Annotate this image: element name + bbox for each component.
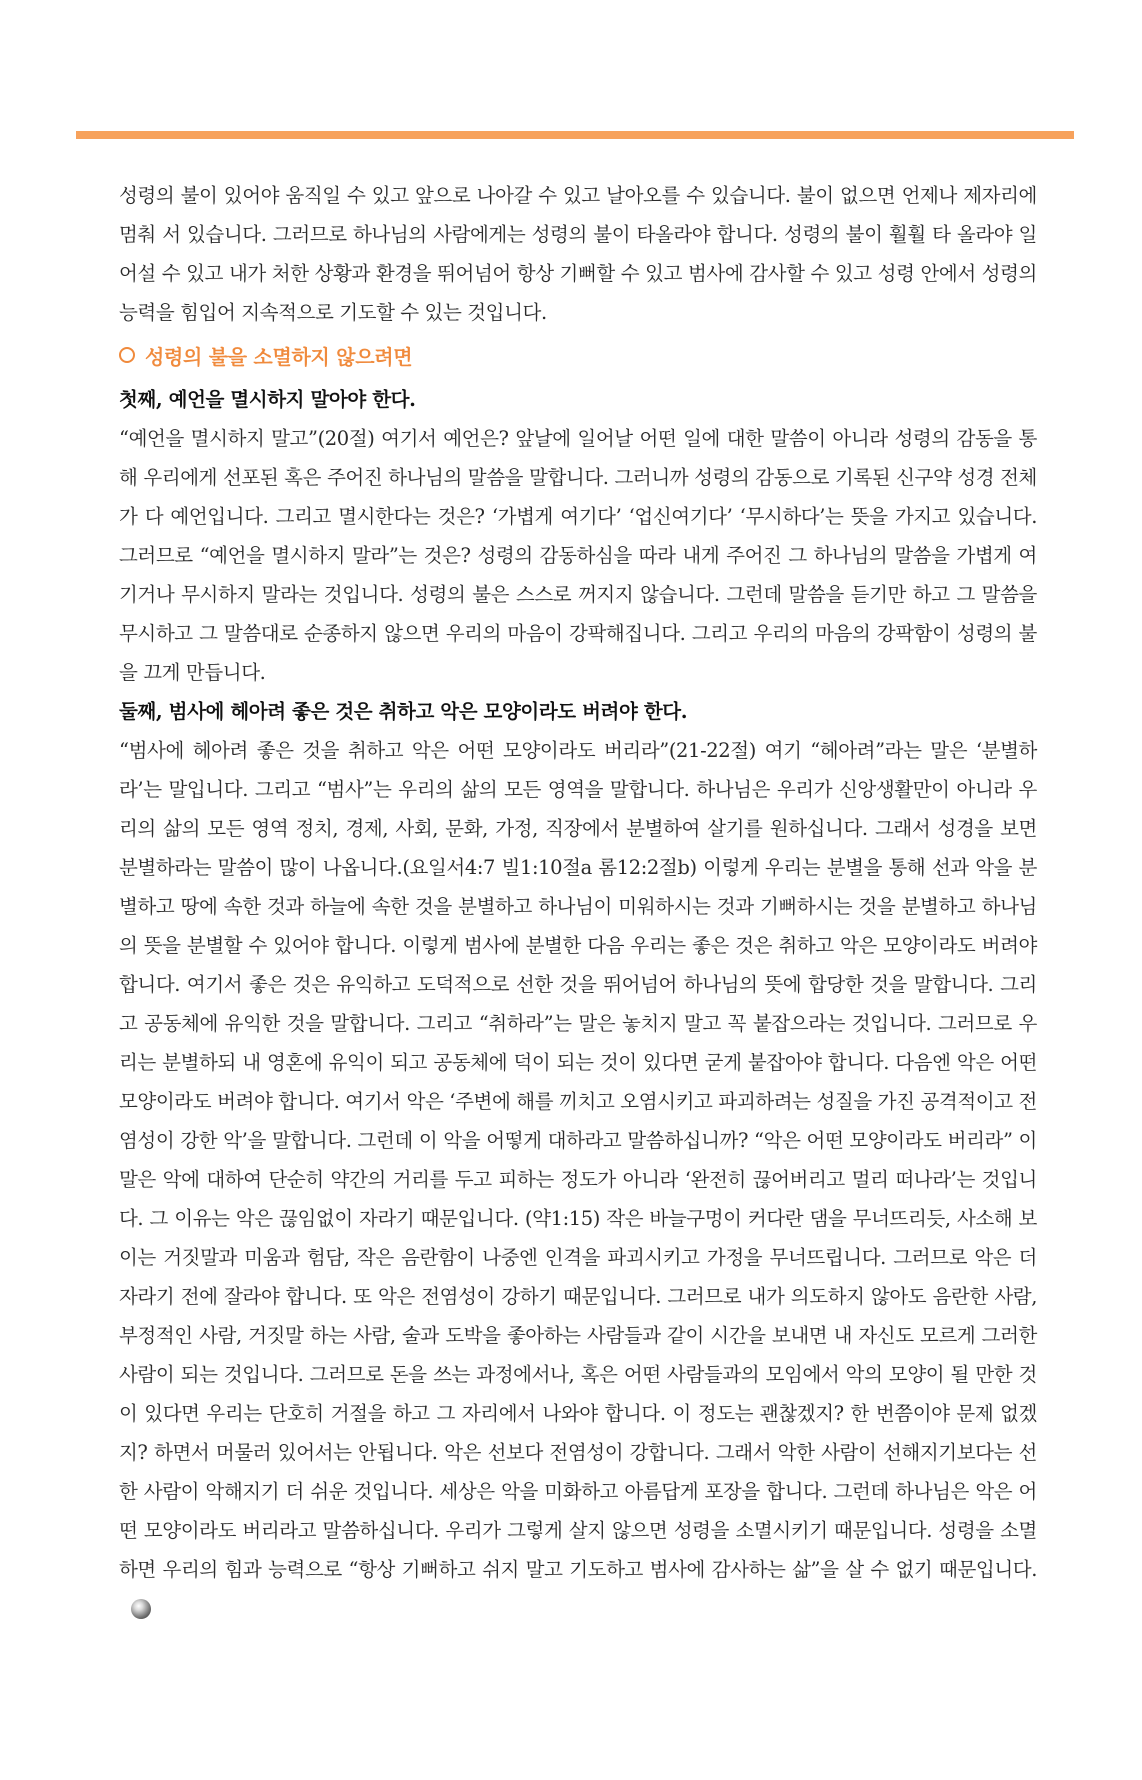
circle-outline-icon	[119, 347, 135, 363]
point2-paragraph	[119, 731, 1037, 1628]
article-body	[119, 176, 1037, 1628]
top-accent-rule	[76, 131, 1074, 139]
section-heading	[119, 336, 1037, 378]
point1-body: “예언을 멸시하지 말고”(20절) 여기서 예언은? 앞날에 일어날 어떤 일에 대한 말씀이 아니라 성령의 감동을 통해 우리에게 선포된 혹은 주어진 하나님의 말씀을 말합니다. 그러니까 성령의 감동으로 기록된 신구약 성경 전체가 다 예언입니다. 그리고 멸시한다는 것은? ‘가볍게 여기다’ ‘업신여기다’ ‘무시하다’는 뜻을 가지고 있습니다. 그러므로 “예언을 멸시하지 말라”는 것은? 성령의 감동하심을 따라 내게 주어진 그 하나님의 말씀을 가볍게 여기거나 무시하지 말라는 것입니다. 성령의 불은 스스로 꺼지지 않습니다. 그런데 말씀을 듣기만 하고 그 말씀을 무시하고 그 말씀대로 순종하지 않으면 우리의 마음이 강팍해집니다. 그리고 우리의 마음의 강팍함이 성령의 불을 끄게 만듭니다.	[119, 427, 1037, 684]
intro-paragraph: 성령의 불이 있어야 움직일 수 있고 앞으로 나아갈 수 있고 날아오를 수 있습니다. 불이 없으면 언제나 제자리에 멈춰 서 있습니다. 그러므로 하나님의 사람에게는 성령의 불이 타올라야 합니다. 성령의 불이 훨훨 타 올라야 일어설 수 있고 내가 처한 상황과 환경을 뛰어넘어 항상 기뻐할 수 있고 범사에 감사할 수 있고 성령 안에서 성령의 능력을 힘입어 지속적으로 기도할 수 있는 것입니다.	[119, 184, 1037, 324]
point1-title: 첫째, 예언을 멸시하지 말아야 한다.	[119, 388, 416, 411]
point2-body: “범사에 헤아려 좋은 것을 취하고 악은 어떤 모양이라도 버리라”(21-22절) 여기 “헤아려”라는 말은 ‘분별하라’는 말입니다. 그리고 “범사”는 우리의 삶의 모든 영역을 말합니다. 하나님은 우리가 신앙생활만이 아니라 우리의 삶의 모든 영역 정치, 경제, 사회, 문화, 가정, 직장에서 분별하여 살기를 원하십니다. 그래서 성경을 보면 분별하라는 말씀이 많이 나옵니다.(요일서4:7 빌1:10절a 롬12:2절b) 이렇게 우리는 분별을 통해 선과 악을 분별하고 땅에 속한 것과 하늘에 속한 것을 분별하고 하나님이 미워하시는 것과 기뻐하시는 것을 분별하고 하나님의 뜻을 분별할 수 있어야 합니다. 이렇게 범사에 분별한 다음 우리는 좋은 것은 취하고 악은 모양이라도 버려야 합니다. 여기서 좋은 것은 유익하고 도덕적으로 선한 것을 뛰어넘어 하나님의 뜻에 합당한 것을 말합니다. 그리고 공동체에 유익한 것을 말합니다. 그리고 “취하라”는 말은 놓치지 말고 꼭 붙잡으라는 것입니다. 그러므로 우리는 분별하되 내 영혼에 유익이 되고 공동체에 덕이 되는 것이 있다면 굳게 붙잡아야 합니다. 다음엔 악은 어떤 모양이라도 버려야 합니다. 여기서 악은 ‘주변에 해를 끼치고 오염시키고 파괴하려는 성질을 가진 공격적이고 전염성이 강한 악’을 말합니다. 그런데 이 악을 어떻게 대하라고 말씀하십니까? “악은 어떤 모양이라도 버리라” 이 말은 악에 대하여 단순히 약간의 거리를 두고 피하는 정도가 아니라 ‘완전히 끊어버리고 멀리 떠나라’는 것입니다. 그 이유는 악은 끊임없이 자라기 때문입니다. (약1:15) 작은 바늘구멍이 커다란 댐을 무너뜨리듯, 사소해 보이는 거짓말과 미움과 험담, 작은 음란함이 나중엔 인격을 파괴시키고 가정을 무너뜨립니다. 그러므로 악은 더 자라기 전에 잘라야 합니다. 또 악은 전염성이 강하기 때문입니다. 그러므로 내가 의도하지 않아도 음란한 사람, 부정적인 사람, 거짓말 하는 사람, 술과 도박을 좋아하는 사람들과 같이 시간을 보내면 내 자신도 모르게 그러한 사람이 되는 것입니다. 그러므로 돈을 쓰는 과정에서나, 혹은 어떤 사람들과의 모임에서 악의 모양이 될 만한 것이 있다면 우리는 단호히 거절을 하고 그 자리에서 나와야 합니다. 이 정도는 괜찮겠지? 한 번쯤이야 문제 없겠지? 하면서 머물러 있어서는 안됩니다. 악은 선보다 전염성이 강합니다. 그래서 악한 사람이 선해지기보다는 선한 사람이 악해지기 더 쉬운 것입니다. 세상은 악을 미화하고 아름답게 포장을 합니다. 그런데 하나님은 악은 어떤 모양이라도 버리라고 말씀하십니다. 우리가 그렇게 살지 않으면 성령을 소멸시키기 때문입니다. 성령을 소멸하면 우리의 힘과 능력으로 “항상 기뻐하고 쉬지 말고 기도하고 범사에 감사하는 삶”을 살 수 없기 때문입니다.	[119, 739, 1037, 1581]
point2-title: 둘째, 범사에 헤아려 좋은 것은 취하고 악은 모양이라도 버려야 한다.	[119, 700, 688, 723]
end-of-article-icon	[131, 1599, 151, 1619]
section-heading-text: 성령의 불을 소멸하지 않으려면	[145, 345, 413, 369]
